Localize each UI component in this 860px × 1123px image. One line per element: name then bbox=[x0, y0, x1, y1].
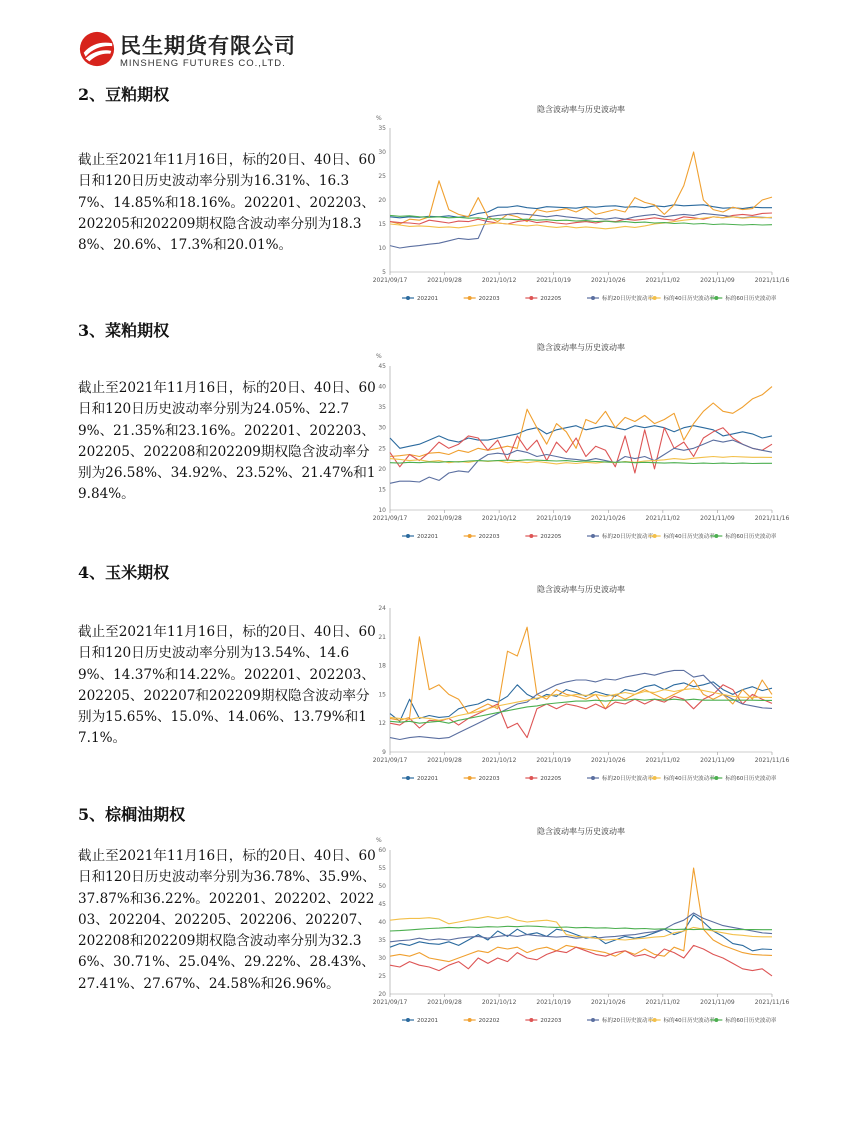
x-tick-label: 2021/10/12 bbox=[481, 999, 517, 1006]
series-line bbox=[390, 915, 772, 951]
legend-marker bbox=[529, 296, 533, 300]
legend-marker bbox=[529, 1018, 533, 1022]
y-tick-label: 15 bbox=[378, 691, 386, 699]
legend-marker bbox=[653, 1018, 657, 1022]
chart-svg bbox=[372, 824, 790, 1046]
legend-marker bbox=[468, 296, 472, 300]
chart-title: 隐含波动率与历史波动率 bbox=[537, 585, 625, 594]
y-tick-label: 20 bbox=[378, 197, 386, 204]
chart-svg bbox=[372, 102, 790, 324]
x-tick-label: 2021/11/16 bbox=[754, 757, 790, 764]
y-tick-label: 35 bbox=[378, 937, 386, 944]
legend-marker bbox=[714, 776, 718, 780]
legend-label: 202203 bbox=[478, 776, 500, 782]
legend-label: 标的20日历史波动率 bbox=[602, 534, 653, 540]
legend-label: 标的40日历史波动率 bbox=[663, 296, 715, 302]
company-name-cn: 民生期货有限公司 bbox=[120, 34, 296, 58]
x-tick-label: 2021/10/19 bbox=[536, 757, 572, 764]
x-tick-label: 2021/10/26 bbox=[590, 277, 626, 284]
section-title: 4、玉米期权 bbox=[78, 563, 170, 582]
legend-marker bbox=[714, 296, 718, 300]
legend-label: 202201 bbox=[417, 776, 438, 782]
x-tick-label: 2021/10/26 bbox=[590, 757, 626, 764]
y-tick-label: 45 bbox=[378, 363, 386, 370]
y-axis-label: % bbox=[376, 353, 382, 360]
series-line bbox=[390, 699, 772, 723]
y-tick-label: 35 bbox=[378, 125, 386, 132]
legend-label: 标的60日历史波动率 bbox=[725, 776, 777, 782]
legend-marker bbox=[468, 776, 472, 780]
y-tick-label: 21 bbox=[378, 633, 386, 641]
x-tick-label: 2021/11/09 bbox=[700, 277, 735, 284]
legend-marker bbox=[406, 776, 410, 780]
section-text: 截止至2021年11月16日，标的20日、40日、60日和120日历史波动率分别为24.05%、22.79%、21.35%和23.16%。202201、202203、202205、202208和202209期权隐含波动率分别为26.58%、34.92%、23.52%、21.47%和19.84%。 bbox=[78, 380, 376, 503]
y-tick-label: 30 bbox=[378, 149, 386, 156]
section-title: 3、菜粕期权 bbox=[78, 321, 170, 340]
y-tick-label: 15 bbox=[378, 221, 386, 228]
y-axis-label: % bbox=[376, 837, 382, 844]
y-tick-label: 12 bbox=[378, 720, 386, 728]
series-line bbox=[390, 213, 772, 248]
legend-marker bbox=[468, 534, 472, 538]
x-tick-label: 2021/09/17 bbox=[372, 757, 408, 764]
series-line bbox=[390, 917, 772, 940]
y-tick-label: 9 bbox=[382, 749, 386, 756]
section-title: 5、棕榈油期权 bbox=[78, 805, 186, 824]
legend-marker bbox=[406, 1018, 410, 1022]
y-tick-label: 30 bbox=[378, 955, 386, 962]
y-tick-label: 5 bbox=[382, 269, 386, 276]
y-tick-label: 60 bbox=[378, 847, 386, 854]
x-tick-label: 2021/11/09 bbox=[700, 515, 735, 522]
x-tick-label: 2021/11/02 bbox=[645, 999, 681, 1006]
legend-label: 标的40日历史波动率 bbox=[663, 534, 715, 540]
legend-label: 标的60日历史波动率 bbox=[725, 534, 777, 540]
legend-label: 202205 bbox=[540, 776, 562, 782]
legend-marker bbox=[406, 534, 410, 538]
legend-label: 202201 bbox=[417, 296, 438, 302]
legend-marker bbox=[653, 776, 657, 780]
legend-label: 202205 bbox=[540, 534, 562, 540]
y-tick-label: 20 bbox=[378, 465, 386, 473]
y-tick-label: 55 bbox=[378, 865, 386, 872]
legend-label: 标的20日历史波动率 bbox=[602, 296, 653, 302]
y-tick-label: 35 bbox=[378, 404, 386, 412]
y-tick-label: 25 bbox=[378, 445, 386, 453]
chart-title: 隐含波动率与历史波动率 bbox=[537, 105, 625, 114]
x-tick-label: 2021/10/26 bbox=[590, 515, 626, 522]
x-tick-label: 2021/11/16 bbox=[754, 999, 790, 1006]
legend-label: 202203 bbox=[478, 296, 500, 302]
section-text: 截止至2021年11月16日，标的20日、40日、60日和120日历史波动率分别为16.31%、16.37%、14.85%和18.16%。202201、202203、202205和202209期权隐含波动率分别为18.38%、20.6%、17.3%和20.01%。 bbox=[78, 152, 376, 254]
legend-marker bbox=[591, 534, 595, 538]
y-tick-label: 25 bbox=[378, 173, 386, 180]
series-line bbox=[390, 152, 772, 224]
legend-label: 标的20日历史波动率 bbox=[602, 1018, 653, 1024]
x-tick-label: 2021/11/16 bbox=[754, 277, 790, 284]
series-line bbox=[390, 926, 772, 931]
chart-svg bbox=[372, 582, 790, 804]
chart-title: 隐含波动率与历史波动率 bbox=[537, 343, 625, 352]
legend-label: 标的40日历史波动率 bbox=[663, 1018, 715, 1024]
y-tick-label: 20 bbox=[378, 991, 386, 998]
x-tick-label: 2021/10/12 bbox=[481, 277, 517, 284]
section-text: 截止至2021年11月16日，标的20日、40日、60日和120日历史波动率分别为36.78%、35.9%、37.87%和36.22%。202201、202202、202203、202204、202205、202206、202207、202208和202209期权隐含波动率分别为32.36%、30.71%、25.04%、29.22%、28.43%、27.41%、27.67%、24.58%和26.96%。 bbox=[78, 848, 376, 992]
y-tick-label: 40 bbox=[378, 383, 386, 391]
y-tick-label: 25 bbox=[378, 973, 386, 980]
y-tick-label: 45 bbox=[378, 901, 386, 908]
y-tick-label: 30 bbox=[378, 424, 386, 432]
series-line bbox=[390, 387, 772, 457]
legend-marker bbox=[406, 296, 410, 300]
legend-marker bbox=[529, 534, 533, 538]
iv-hv-chart bbox=[372, 824, 790, 1046]
y-tick-label: 10 bbox=[378, 245, 386, 252]
x-tick-label: 2021/09/17 bbox=[372, 999, 408, 1006]
x-tick-label: 2021/09/28 bbox=[427, 515, 462, 522]
legend-marker bbox=[653, 534, 657, 538]
y-axis-label: % bbox=[376, 115, 382, 122]
x-tick-label: 2021/10/19 bbox=[536, 277, 572, 284]
chart-title: 隐含波动率与历史波动率 bbox=[537, 827, 625, 836]
legend-label: 202201 bbox=[417, 1018, 438, 1024]
legend-label: 202201 bbox=[417, 534, 438, 540]
x-tick-label: 2021/09/28 bbox=[427, 757, 462, 764]
x-tick-label: 2021/10/12 bbox=[481, 757, 517, 764]
x-tick-label: 2021/09/17 bbox=[372, 277, 408, 284]
legend-label: 标的40日历史波动率 bbox=[663, 776, 715, 782]
y-tick-label: 50 bbox=[378, 883, 386, 890]
x-tick-label: 2021/11/09 bbox=[700, 999, 735, 1006]
series-line bbox=[390, 945, 772, 976]
x-tick-label: 2021/10/19 bbox=[536, 999, 572, 1006]
legend-label: 标的20日历史波动率 bbox=[602, 776, 653, 782]
x-tick-label: 2021/10/19 bbox=[536, 515, 572, 522]
company-logo bbox=[78, 28, 318, 72]
minsheng-logo-icon bbox=[78, 30, 116, 68]
legend-marker bbox=[714, 534, 718, 538]
y-tick-label: 40 bbox=[378, 919, 386, 926]
legend-label: 202203 bbox=[478, 534, 500, 540]
x-tick-label: 2021/10/26 bbox=[590, 999, 626, 1006]
y-tick-label: 10 bbox=[378, 507, 386, 514]
legend-marker bbox=[714, 1018, 718, 1022]
y-tick-label: 18 bbox=[378, 662, 386, 670]
y-tick-label: 15 bbox=[378, 486, 386, 494]
iv-hv-chart bbox=[372, 102, 790, 324]
company-name-en: MINSHENG FUTURES CO.,LTD. bbox=[120, 58, 286, 69]
legend-marker bbox=[591, 776, 595, 780]
x-tick-label: 2021/11/16 bbox=[754, 515, 790, 522]
x-tick-label: 2021/11/02 bbox=[645, 757, 681, 764]
x-tick-label: 2021/09/28 bbox=[427, 277, 462, 284]
x-tick-label: 2021/10/12 bbox=[481, 515, 517, 522]
section-text: 截止至2021年11月16日，标的20日、40日、60日和120日历史波动率分别为13.54%、14.69%、14.37%和14.22%。202201、202203、202205、202207和202209期权隐含波动率分别为15.65%、15.0%、14.06%、13.79%和17.1%。 bbox=[78, 624, 376, 747]
x-tick-label: 2021/11/09 bbox=[700, 757, 735, 764]
legend-marker bbox=[529, 776, 533, 780]
series-line bbox=[390, 627, 772, 720]
x-tick-label: 2021/09/17 bbox=[372, 515, 408, 522]
x-tick-label: 2021/11/02 bbox=[645, 277, 681, 284]
y-tick-label: 24 bbox=[378, 605, 386, 612]
legend-label: 202203 bbox=[540, 1018, 562, 1024]
legend-marker bbox=[591, 1018, 595, 1022]
section-title: 2、豆粕期权 bbox=[78, 85, 170, 104]
legend-marker bbox=[591, 296, 595, 300]
legend-label: 标的60日历史波动率 bbox=[725, 296, 777, 302]
iv-hv-chart bbox=[372, 340, 790, 562]
legend-marker bbox=[653, 296, 657, 300]
series-line bbox=[390, 426, 772, 449]
iv-hv-chart bbox=[372, 582, 790, 804]
series-line bbox=[390, 868, 772, 962]
legend-label: 标的60日历史波动率 bbox=[725, 1018, 777, 1024]
chart-svg bbox=[372, 340, 790, 562]
series-line bbox=[390, 670, 772, 739]
x-tick-label: 2021/11/02 bbox=[645, 515, 681, 522]
legend-marker bbox=[468, 1018, 472, 1022]
legend-label: 202205 bbox=[540, 296, 562, 302]
x-tick-label: 2021/09/28 bbox=[427, 999, 462, 1006]
legend-label: 202202 bbox=[478, 1018, 500, 1024]
